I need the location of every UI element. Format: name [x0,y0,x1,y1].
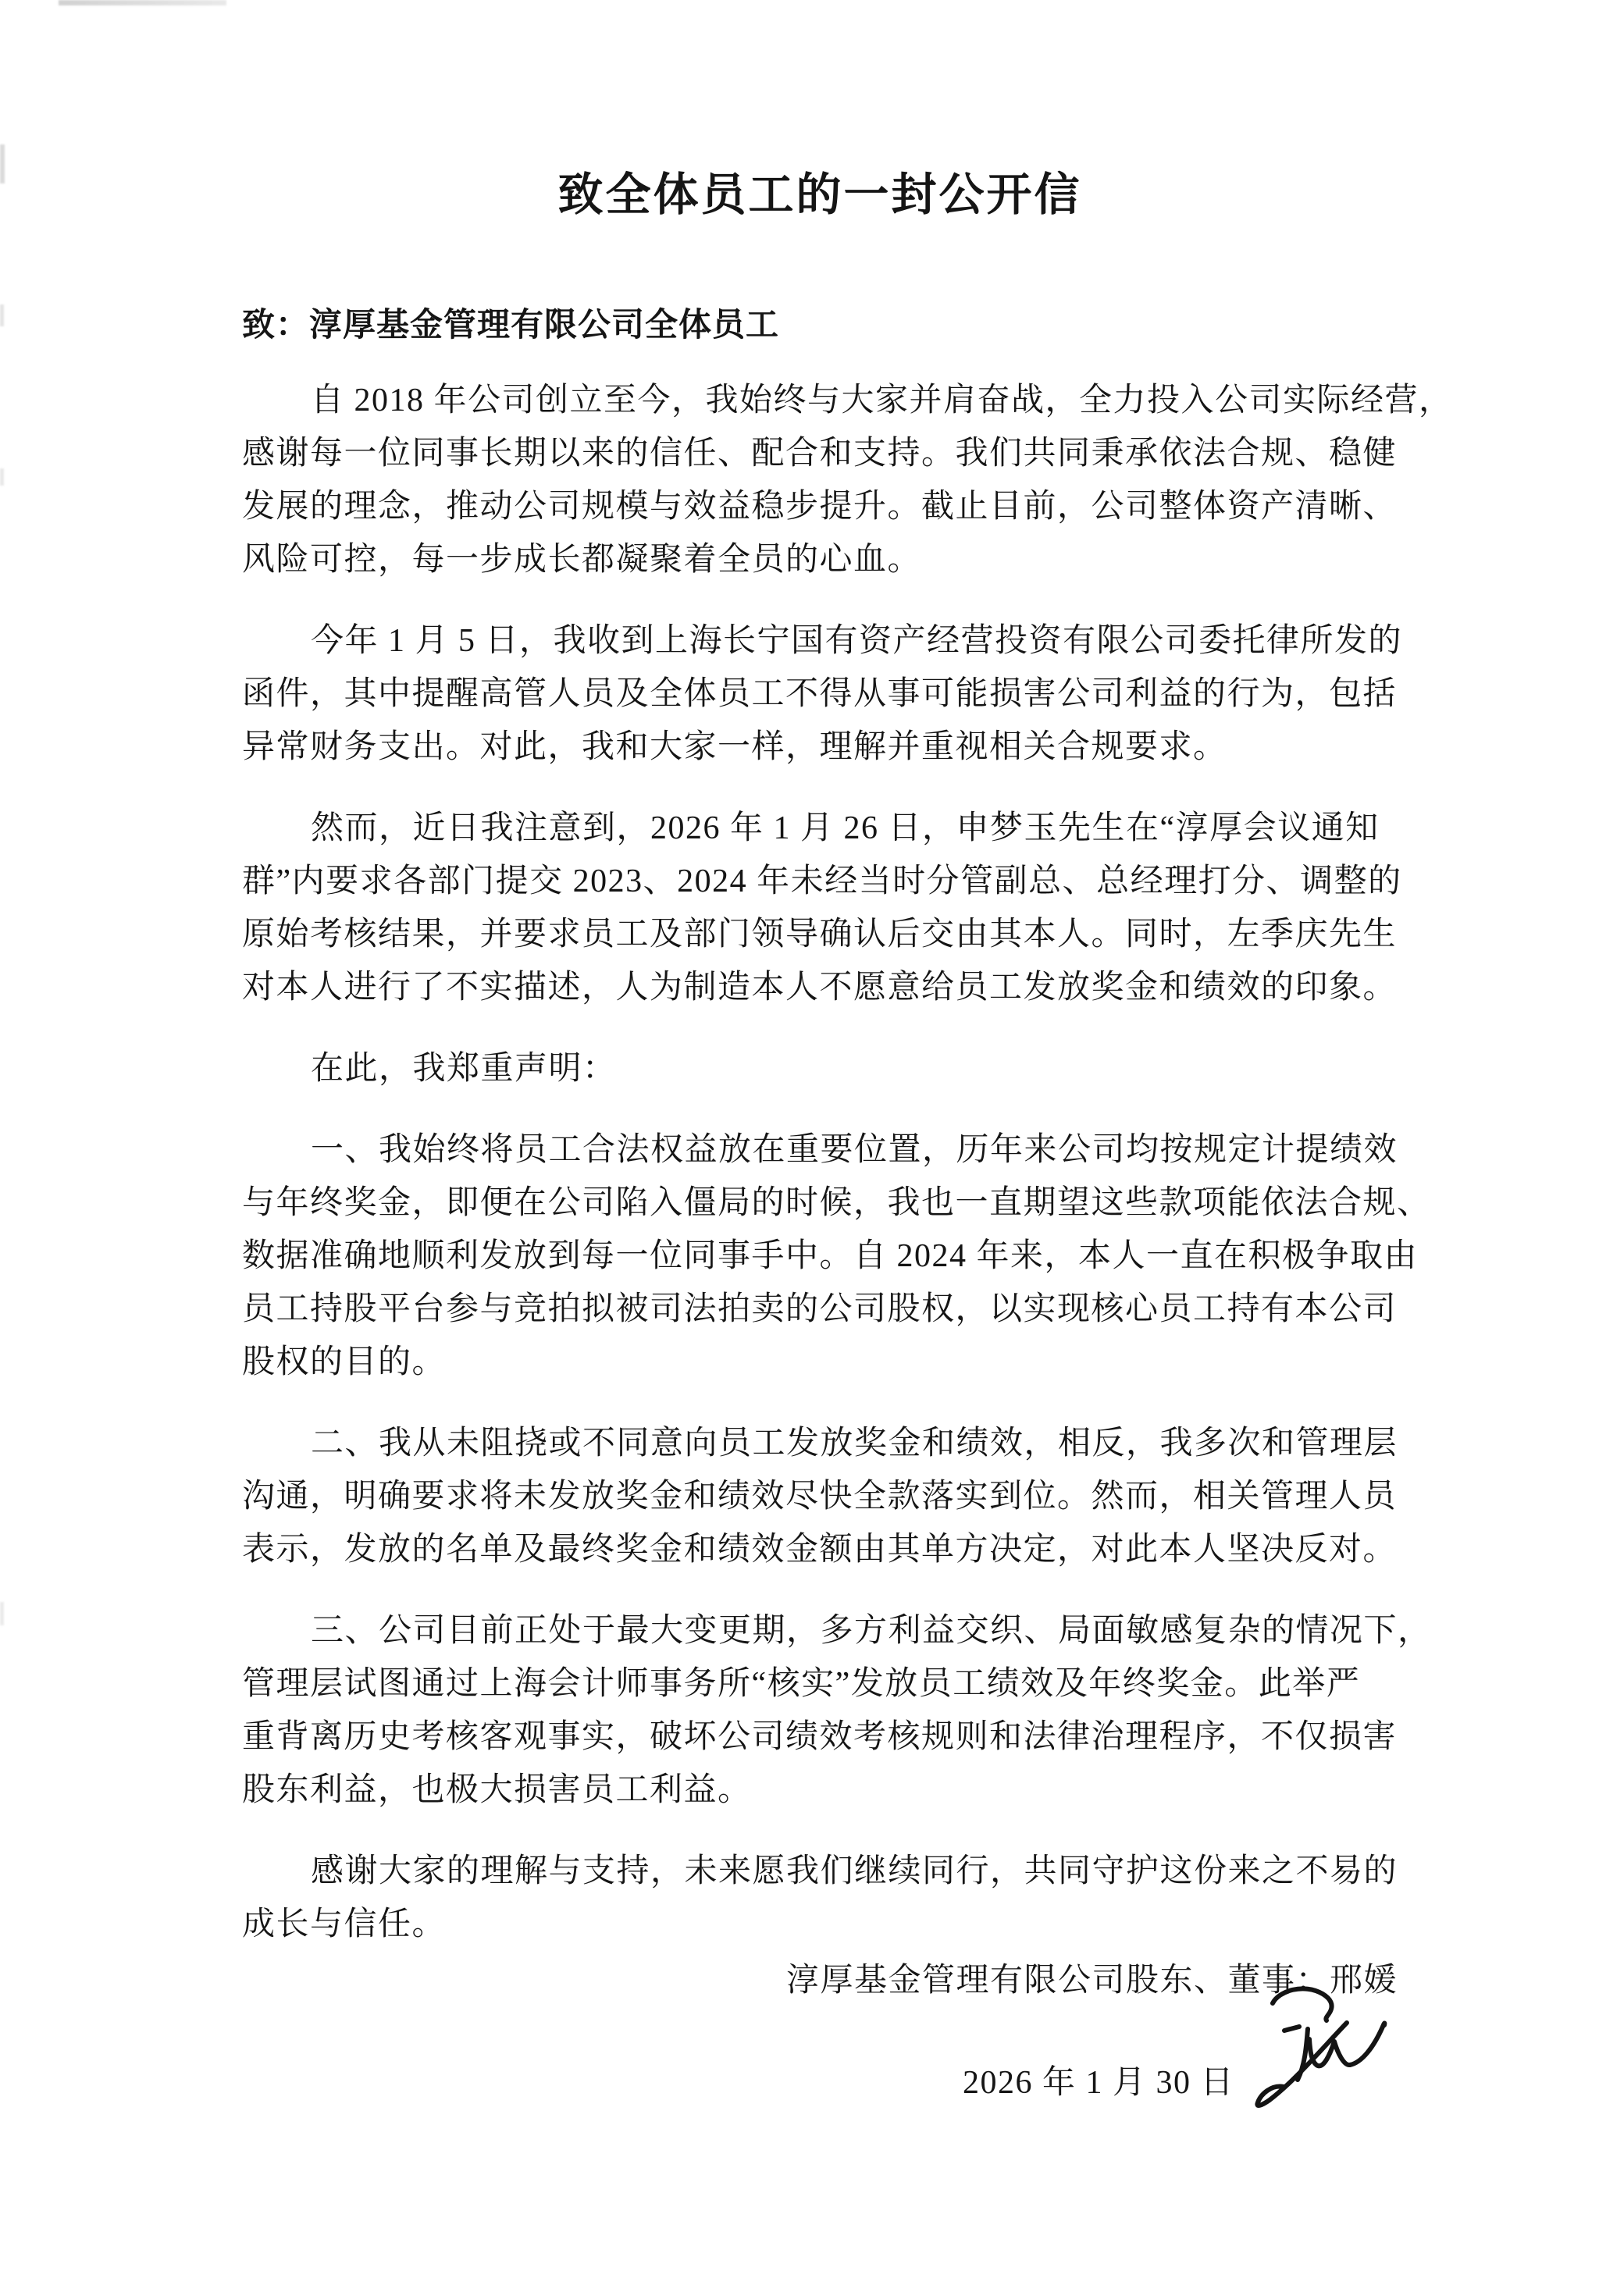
body-line: 三、公司目前正处于最大变更期，多方利益交织、局面敏感复杂的情况下， [311,1613,1432,1649]
body-line: 异常财务支出。对此，我和大家一样，理解并重视相关合规要求。 [242,729,1227,765]
body-line: 股权的目的。 [242,1344,447,1380]
body-line: 然而，近日我注意到，2026 年 1 月 26 日，申梦玉先生在“淳厚会议通知 [311,810,1380,846]
paragraph [242,1417,1398,1576]
body-line: 自 2018 年公司创立至今，我始终与大家并肩奋战，全力投入公司实际经营， [311,383,1453,418]
body-line: 二、我从未阻挠或不同意向员工发放奖金和绩效，相反，我多次和管理层 [311,1426,1398,1461]
body-line: 今年 1 月 5 日，我收到上海长宁国有资产经营投资有限公司委托律所发的 [311,623,1403,659]
body-line: 成长与信任。 [242,1906,447,1942]
body-line: 感谢每一位同事长期以来的信任、配合和支持。我们共同秉承依法合规、稳健 [242,436,1398,472]
body-line: 重背离历史考核客观事实，破坏公司绩效考核规则和法律治理程序，不仅损害 [242,1719,1398,1755]
page-title: 致全体员工的一封公开信 [557,169,1082,220]
body-line: 员工持股平台参与竞拍拟被司法拍卖的公司股权，以实现核心员工持有本公司 [242,1291,1398,1327]
handwritten-signature [1248,1978,1452,2198]
paragraph [242,614,1403,774]
body-line: 感谢大家的理解与支持，未来愿我们继续同行，共同守护这份来之不易的 [311,1853,1398,1889]
body-line: 表示，发放的名单及最终奖金和绩效金额由其单方决定，对此本人坚决反对。 [242,1532,1398,1568]
paragraph [242,374,1453,586]
body-line: 对本人进行了不实描述，人为制造本人不愿意给员工发放奖金和绩效的印象。 [242,970,1398,1006]
body-line: 沟通，明确要求将未发放奖金和绩效尽快全款落实到位。然而，相关管理人员 [242,1479,1398,1515]
letter-content [0,168,1599,2007]
body-line: 股东利益，也极大损害员工利益。 [242,1772,752,1808]
body-line: 在此，我郑重声明： [311,1051,617,1087]
body-line: 与年终奖金，即便在公司陷入僵局的时候，我也一直期望这些款项能依法合规、 [242,1185,1431,1221]
body-line: 管理层试图通过上海会计师事务所“核实”发放员工绩效及年终奖金。此举严 [242,1666,1361,1702]
signoff-line: 淳厚基金管理有限公司股东、董事：邢媛 [785,1963,1398,1999]
body-line: 数据准确地顺利发放到每一位同事手中。自 2024 年来，本人一直在积极争取由 [242,1238,1419,1274]
body-line: 发展的理念，推动公司规模与效益稳步提升。截止目前，公司整体资产清晰、 [242,489,1398,525]
paragraph [242,1604,1432,1817]
body-line: 原始考核结果，并要求员工及部门领导确认后交由其本人。同时，左季庆先生 [242,917,1398,952]
letter-body [242,374,1453,1951]
date-line: 2026 年 1 月 30 日 [963,2065,1235,2101]
paragraph [242,1123,1431,1389]
body-line: 风险可控，每一步成长都凝聚着全员的心血。 [242,542,922,578]
body-line: 一、我始终将员工合法权益放在重要位置，历年来公司均按规定计提绩效 [311,1132,1398,1168]
body-line: 群”内要求各部门提交 2023、2024 年未经当时分管副总、总经理打分、调整的 [242,863,1402,899]
body-line: 函件，其中提醒高管人员及全体员工不得从事可能损害公司利益的行为，包括 [242,676,1398,712]
paragraph [242,802,1402,1014]
paragraph [242,1845,1398,1951]
scan-artifact [59,0,226,5]
salutation: 致：淳厚基金管理有限公司全体员工 [242,306,780,343]
paragraph [242,1042,1398,1095]
